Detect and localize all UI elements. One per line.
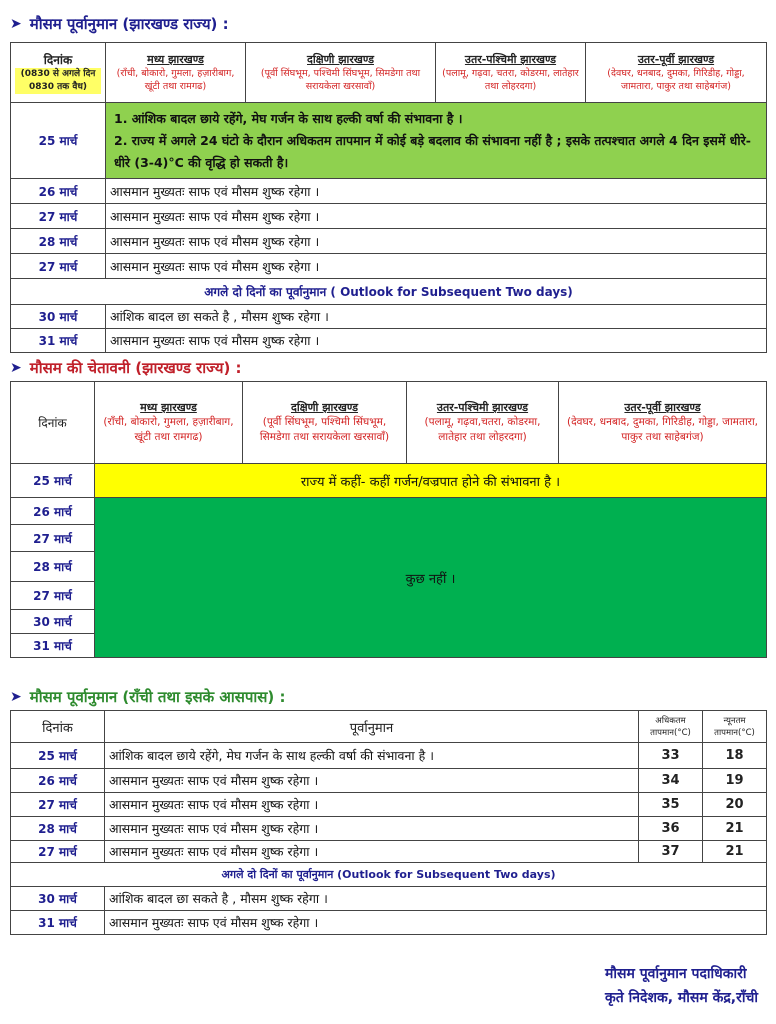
region-header-central [106,43,246,103]
row-date: 27 मार्च [11,254,106,279]
date-header [11,43,106,103]
row-date: 30 मार्च [11,610,95,634]
forecast-header: पूर्वानुमान [105,711,639,743]
row-date: 30 मार्च [11,305,106,329]
row-date: 31 मार्च [11,911,105,935]
row-date: 27 मार्च [11,204,106,229]
max-temp: 33 [639,743,703,769]
region-header-northeast [586,43,767,103]
date-header-label: दिनांक [43,53,73,67]
table-row [11,305,767,329]
section3-title: ➤ मौसम पूर्वानुमान (राँची तथा इसके आसपास) : [10,688,286,706]
max-temp: 37 [639,841,703,863]
region-districts: (राँची, बोकारो, गुमला, हज़ारीबाग, खूंटी तथा रामगढ) [116,68,235,92]
region-name: मध्य झारखण्ड [147,53,204,66]
row-date: 28 मार्च [11,552,95,582]
date-header: दिनांक [11,711,105,743]
state-forecast-table [10,42,767,353]
table-row [11,769,767,793]
table-row [11,498,767,525]
region-districts: (पूर्वी सिंघभूम, पश्चिमी सिंघभूम, सिमडेगा तथा सरायकेला खरसावाँ) [259,416,390,443]
row-forecast: आंशिक बादल छाये रहेंगे, मेघ गर्जन के साथ हल्की वर्षा की संभावना है । [105,743,639,769]
region-name: मध्य झारखण्ड [140,401,197,414]
table-row [11,841,767,863]
table-row [11,911,767,935]
weather-warning-table [10,381,767,658]
ranchi-header-row [11,711,767,743]
region-districts: (देवघर, धनबाद, दुमका, गिरिडीह, गोड्डा, जामतारा, पाकुर तथा साहेबगंज) [566,416,759,443]
row-date: 25 मार्च [11,464,95,498]
region-districts: (पलामू, गढ़वा,चतरा, कोडरमा, लातेहार तथा लोहरदगा) [424,416,541,443]
row-forecast: आसमान मुख्यतः साफ एवं मौसम शुष्क रहेगा । [106,204,767,229]
table-row [11,254,767,279]
date-header: दिनांक [11,382,95,464]
row-forecast: आंशिक बादल छा सकते है , मौसम शुष्क रहेगा । [105,887,767,911]
max-temp: 34 [639,769,703,793]
row-forecast: आसमान मुख्यतः साफ एवं मौसम शुष्क रहेगा । [105,817,639,841]
forecast-line: 2. राज्य में अगले 24 घंटो के दौरान अधिकतम तापमान में कोई बड़े बदलाव की संभावना नहीं है ; इसके तत्पश्चात अगले 4 दिन इसमें धीरे- धीरे (3-4)°C की वृद्धि हो सकती है। [114,132,751,170]
region-header-northwest [436,43,586,103]
table-row [11,329,767,353]
row-forecast: आसमान मुख्यतः साफ एवं मौसम शुष्क रहेगा । [105,793,639,817]
row-date: 25 मार्च [11,743,105,769]
table-row [11,229,767,254]
region-name: उतर-पूर्वी झारखण्ड [624,401,701,414]
warning-header-row [11,382,767,464]
region-districts: (देवघर, धनबाद, दुमका, गिरिडीह, गोड्डा, जामतारा, पाकुर तथा साहेबगंज) [607,68,745,92]
row-forecast: आसमान मुख्यतः साफ एवं मौसम शुष्क रहेगा । [105,911,767,935]
region-header-northeast [559,382,767,464]
region-name: उतर-पश्चिमी झारखण्ड [464,53,557,66]
region-districts: (राँची, बोकारो, गुमला, हज़ारीबाग, खूंटी तथा रामगढ) [103,416,234,443]
row-date: 26 मार्च [11,769,105,793]
forecast-cell-highlight [106,103,767,179]
row-date: 27 मार्च [11,841,105,863]
outlook-label: अगले दो दिनों का पूर्वानुमान ( Outlook for Subsequent Two days) [11,279,767,305]
row-date: 25 मार्च [11,103,106,179]
table-row [11,204,767,229]
table-row [11,103,767,179]
row-date: 30 मार्च [11,887,105,911]
row-forecast: आसमान मुख्यतः साफ एवं मौसम शुष्क रहेगा । [106,229,767,254]
region-districts: (पूर्वी सिंघभूम, पश्चिमी सिंघभूम, सिमडेगा तथा सरायकेला खरसावाँ) [260,68,421,92]
table-row [11,817,767,841]
no-warning-cell: कुछ नहीं । [95,498,767,658]
table-row [11,179,767,204]
max-temp-header: अधिकतम तापमान(°C) [639,711,703,743]
forecast-line: 1. आंशिक बादल छाये रहेंगे, मेघ गर्जन के साथ हल्की वर्षा की संभावना है । [114,110,463,126]
region-header-south [243,382,407,464]
region-name: उतर-पश्चिमी झारखण्ड [436,401,529,414]
row-forecast: आसमान मुख्यतः साफ एवं मौसम शुष्क रहेगा । [106,329,767,353]
region-name: उतर-पूर्वी झारखण्ड [637,53,715,66]
min-temp: 19 [703,769,767,793]
row-forecast: आसमान मुख्यतः साफ एवं मौसम शुष्क रहेगा । [105,769,639,793]
row-forecast: आंशिक बादल छा सकते है , मौसम शुष्क रहेगा । [106,305,767,329]
row-date: 26 मार्च [11,498,95,525]
region-header-south [246,43,436,103]
signature-block [605,962,758,1010]
row-date: 28 मार्च [11,817,105,841]
min-temp-header: न्यूनतम तापमान(°C) [703,711,767,743]
row-forecast: आसमान मुख्यतः साफ एवं मौसम शुष्क रहेगा । [106,179,767,204]
warning-text: राज्य में कहीं- कहीं गर्जन/वज्रपात होने की संभावना है । [95,464,767,498]
min-temp: 18 [703,743,767,769]
row-date: 31 मार्च [11,634,95,658]
signature-office: कृते निदेशक, मौसम केंद्र,राँची [605,990,758,1006]
region-name: दक्षिणी झारखण्ड [307,53,374,66]
row-date: 27 मार्च [11,582,95,610]
max-temp: 36 [639,817,703,841]
row-date: 26 मार्च [11,179,106,204]
signature-title: मौसम पूर्वानुमान पदाधिकारी [605,966,747,982]
region-districts: (पलामू, गढ़वा, चतरा, कोडरमा, लातेहार तथा लोहरदगा) [442,68,579,92]
row-date: 28 मार्च [11,229,106,254]
table-row [11,743,767,769]
ranchi-forecast-table [10,710,767,935]
min-temp: 21 [703,841,767,863]
table-row [11,887,767,911]
arrow-bullet-icon: ➤ [10,16,22,32]
region-header-northwest [407,382,559,464]
region-name: दक्षिणी झारखण्ड [291,401,358,414]
max-temp: 35 [639,793,703,817]
outlook-row [11,279,767,305]
row-forecast: आसमान मुख्यतः साफ एवं मौसम शुष्क रहेगा । [106,254,767,279]
min-temp: 21 [703,817,767,841]
section1-title: ➤ मौसम पूर्वानुमान (झारखण्ड राज्य) : [10,15,229,33]
row-date: 27 मार्च [11,793,105,817]
arrow-bullet-icon: ➤ [10,360,22,376]
warning-row [11,464,767,498]
validity-note: (0830 से अगले दिन 0830 तक वैध) [15,68,101,94]
row-date: 31 मार्च [11,329,106,353]
section2-title: ➤ मौसम की चेतावनी (झारखण्ड राज्य) : [10,359,242,377]
outlook-label: अगले दो दिनों का पूर्वानुमान (Outlook for Subsequent Two days) [11,863,767,887]
state-forecast-header-row [11,43,767,103]
min-temp: 20 [703,793,767,817]
row-forecast: आसमान मुख्यतः साफ एवं मौसम शुष्क रहेगा । [105,841,639,863]
table-row [11,793,767,817]
arrow-bullet-icon: ➤ [10,689,22,705]
region-header-central [95,382,243,464]
row-date: 27 मार्च [11,525,95,552]
outlook-row [11,863,767,887]
